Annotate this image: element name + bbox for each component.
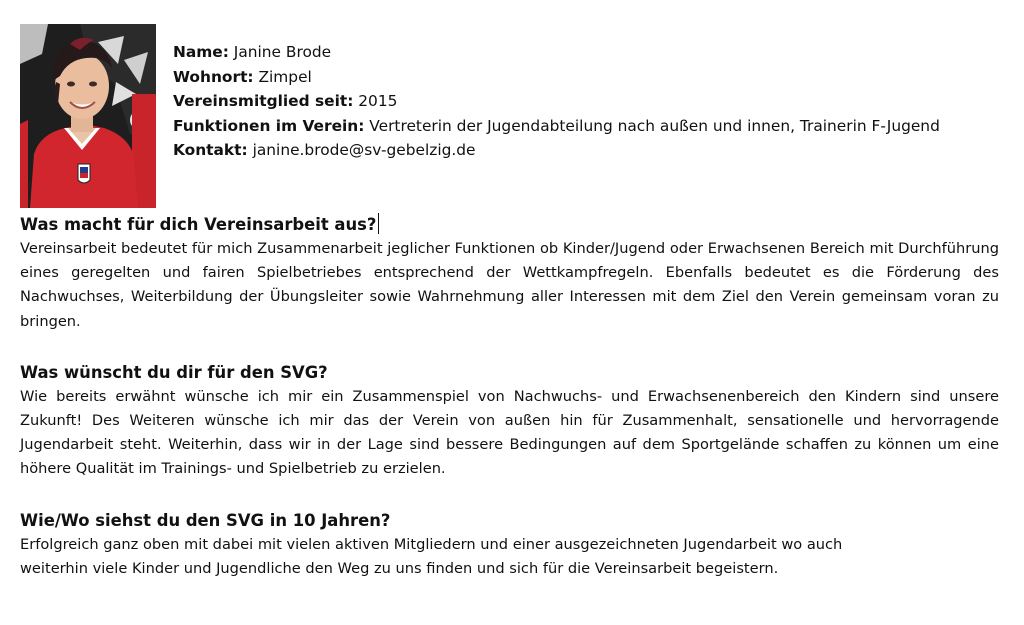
section-title: Was wünscht du dir für den SVG? xyxy=(20,362,328,382)
member-since-label: Vereinsmitglied seit: xyxy=(173,92,354,110)
section-body-line: weiterhin viele Kinder und Jugendliche den Weg zu uns finden und sich für die Vereinsarbeit begeistern. xyxy=(20,559,779,577)
name-label: Name: xyxy=(173,43,229,61)
section-body xyxy=(20,533,999,581)
section-title xyxy=(20,213,999,237)
functions-label: Funktionen im Verein: xyxy=(173,116,365,135)
profile-info xyxy=(173,40,1013,163)
text-cursor xyxy=(378,213,379,234)
residence-value: Zimpel xyxy=(253,67,312,86)
profile-residence-row xyxy=(173,65,1013,90)
section-body-line: Erfolgreich ganz oben mit dabei mit vielen aktiven Mitgliedern und einer ausgezeichneten Jugendarbeit wo auch xyxy=(20,535,843,553)
profile-functions-row xyxy=(173,114,1013,139)
residence-label: Wohnort: xyxy=(173,67,254,86)
interview-sections xyxy=(20,213,999,608)
section-wuensche xyxy=(20,361,999,482)
name-value: Janine Brode xyxy=(228,43,332,61)
section-body: Vereinsarbeit bedeutet für mich Zusammenarbeit jeglicher Funktionen ob Kinder/Jugend oder Erwachsenen Bereich mit Durchführung eines geregelten und fairen Spielbetriebes entsprechend der Wettkampfregeln. Ebenfalls bedeutet es die Förderung des Nachwuchses, Weiterbildung der Übungsleiter sowie Wahrnehmung aller Interessen mit dem Ziel den Verein gemeinsam voran zu bringen. xyxy=(20,240,999,330)
profile-name-row xyxy=(173,40,1013,65)
portrait-illustration xyxy=(20,24,156,208)
contact-label: Kontakt: xyxy=(173,141,248,159)
portrait-photo xyxy=(20,24,156,208)
section-zukunft xyxy=(20,509,999,581)
section-title-text: Was macht für dich Vereinsarbeit aus? xyxy=(20,215,377,234)
profile-member-since-row xyxy=(173,89,1013,114)
section-vereinsarbeit xyxy=(20,213,999,334)
member-since-value: 2015 xyxy=(353,92,398,110)
profile-contact-row xyxy=(173,138,1013,163)
section-body: Wie bereits erwähnt wünsche ich mir ein Zusammenspiel von Nachwuchs- und Erwachsenenbereich den Kindern sind unsere Zukunft! Des Weiteren wünsche ich mir das der Verein von außen hin für Zusammenhalt, sensationelle und hervorragende Jugendarbeit steht. Weiterhin, dass wir in der Lage sind bessere Bedingungen auf dem Sportgelände schaffen zu können um eine höhere Qualität im Trainings- und Spielbetrieb zu erzielen. xyxy=(20,387,999,478)
contact-email: janine.brode@sv-gebelzig.de xyxy=(247,141,476,159)
section-title: Wie/Wo siehst du den SVG in 10 Jahren? xyxy=(20,510,391,530)
functions-value: Vertreterin der Jugendabteilung nach außen und innen, Trainerin F-Jugend xyxy=(364,116,940,135)
